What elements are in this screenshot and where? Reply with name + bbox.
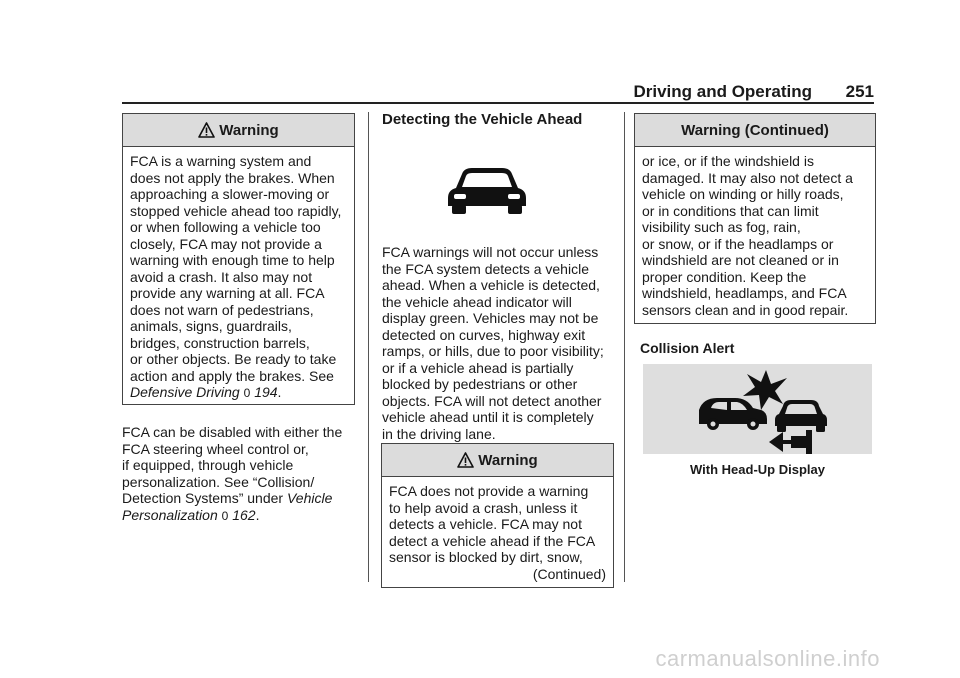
paragraph-text-line: FCA can be disabled with either the [122, 424, 343, 440]
page-header [122, 82, 874, 104]
paragraph-text-line: Detection Systems” under Vehicle [122, 490, 333, 506]
warning-text-line: vehicle on winding or hilly roads, [642, 186, 844, 202]
warning-text-line: or other objects. Be ready to take [130, 351, 337, 367]
warning-text-line: approaching a slower-moving or [130, 186, 330, 202]
paragraph-text-line: if equipped, through vehicle [122, 457, 294, 473]
warning-box-continued [634, 113, 876, 324]
paragraph-disable-fca [122, 424, 362, 524]
warning-icon [198, 122, 215, 138]
warning-text-line: or ice, or if the windshield is [642, 153, 814, 169]
paragraph-text-line: vehicle ahead until it is completely [382, 409, 594, 425]
warning-text-line: provide any warning at all. FCA [130, 285, 325, 301]
warning-text-line: warning with enough time to help [130, 252, 335, 268]
page-ref-arrow-icon: 0 [243, 386, 251, 400]
warning-text-line: damaged. It may also not detect a [642, 169, 853, 186]
warning-header [635, 114, 875, 147]
column-divider-1 [368, 112, 369, 582]
warning-icon [457, 452, 474, 468]
warning-header [382, 444, 613, 477]
page-ref-arrow-icon: 0 [221, 508, 229, 523]
warning-box-fca [122, 113, 355, 405]
paragraph-text-line: or if a vehicle ahead is partially [382, 359, 574, 376]
section-heading: Detecting the Vehicle Ahead [382, 111, 583, 128]
warning-text-line: does not apply the brakes. When [130, 169, 335, 186]
subheading-collision-alert: Collision Alert [640, 340, 735, 356]
warning-text-line: stopped vehicle ahead too rapidly, [130, 202, 342, 219]
warning-title: Warning [219, 121, 279, 139]
ref-page-number[interactable]: 162 [232, 506, 256, 523]
warning-text-line: does not warn of pedestrians, [130, 301, 314, 318]
ref-link-defensive-driving[interactable]: Defensive Driving [130, 384, 240, 400]
para-ref-line: Personalization 0 162. [122, 506, 260, 523]
warning-text-line: FCA is a warning system and [130, 153, 312, 169]
warning-header [123, 114, 354, 147]
warning-text-line: or in conditions that can limit [642, 202, 819, 219]
warning-text-line: avoid a crash. It also may not [130, 268, 313, 285]
warning-ref-line: Defensive Driving 0 194. [130, 384, 282, 400]
warning-text-line: action and apply the brakes. See [130, 367, 334, 384]
collision-alert-image [643, 364, 872, 454]
warning-text-line: FCA does not provide a warning [389, 483, 589, 499]
image-caption: With Head-Up Display [690, 462, 825, 477]
paragraph-text-line: detected on curves, highway exit [382, 326, 586, 343]
warning-text-line: to help avoid a crash, unless it [389, 499, 578, 516]
warning-text-line: bridges, construction barrels, [130, 334, 310, 351]
warning-text-line: or when following a vehicle too [130, 219, 321, 235]
warning-title: Warning [478, 451, 538, 469]
warning-text-line: proper condition. Keep the [642, 268, 807, 285]
warning-body [382, 477, 613, 588]
warning-body [123, 147, 354, 408]
warning-text-line: or snow, or if the headlamps or [642, 235, 834, 252]
warning-text-line: closely, FCA may not provide a [130, 235, 322, 252]
continued-label: (Continued) [532, 565, 606, 582]
warning-text-line: detect a vehicle ahead if the FCA [389, 532, 596, 549]
ref-link-vehicle-personalization[interactable]: Personalization [122, 506, 218, 523]
paragraph-text-line: display green. Vehicles may not be [382, 310, 599, 326]
warning-text-line: visibility such as fog, rain, [642, 219, 801, 235]
paragraph-text-line: personalization. See “Collision/ [122, 473, 315, 490]
warning-text-line: animals, signs, guardrails, [130, 318, 292, 334]
paragraph-text-line: in the driving lane. [382, 425, 496, 442]
paragraph-text-line: ramps, or hills, due to poor visibility; [382, 343, 604, 359]
ref-page-number[interactable]: 194 [254, 384, 278, 400]
collision-alert-icon [643, 364, 872, 454]
warning-text-line: sensors clean and in good repair. [642, 301, 849, 318]
paragraph-text-line: FCA warnings will not occur unless [382, 244, 599, 260]
warning-title: Warning (Continued) [681, 121, 829, 139]
watermark: carmanualsonline.info [655, 646, 880, 671]
page-number: 251 [845, 82, 874, 101]
paragraph-text-line: FCA steering wheel control or, [122, 440, 309, 457]
section-title: Driving and Operating [633, 82, 812, 101]
warning-text-line: sensor is blocked by dirt, snow, [389, 549, 583, 565]
paragraph-text-line: ahead. When a vehicle is detected, [382, 277, 600, 293]
vehicle-ahead-icon [444, 166, 530, 216]
column-divider-2 [624, 112, 625, 582]
paragraph-detection [382, 244, 622, 442]
warning-text-line: windshield, headlamps, and FCA [642, 285, 847, 301]
warning-text-line: detects a vehicle. FCA may not [389, 516, 582, 532]
ref-link-vehicle-personalization[interactable]: Vehicle [286, 490, 333, 506]
warning-body [635, 147, 875, 324]
paragraph-text-line: the FCA system detects a vehicle [382, 260, 589, 277]
paragraph-text-line: blocked by pedestrians or other [382, 376, 578, 392]
paragraph-text-line: the vehicle ahead indicator will [382, 293, 572, 310]
warning-box-detection [381, 443, 614, 588]
paragraph-text-line: objects. FCA will not detect another [382, 392, 602, 409]
warning-text-line: windshield are not cleaned or in [642, 252, 839, 268]
